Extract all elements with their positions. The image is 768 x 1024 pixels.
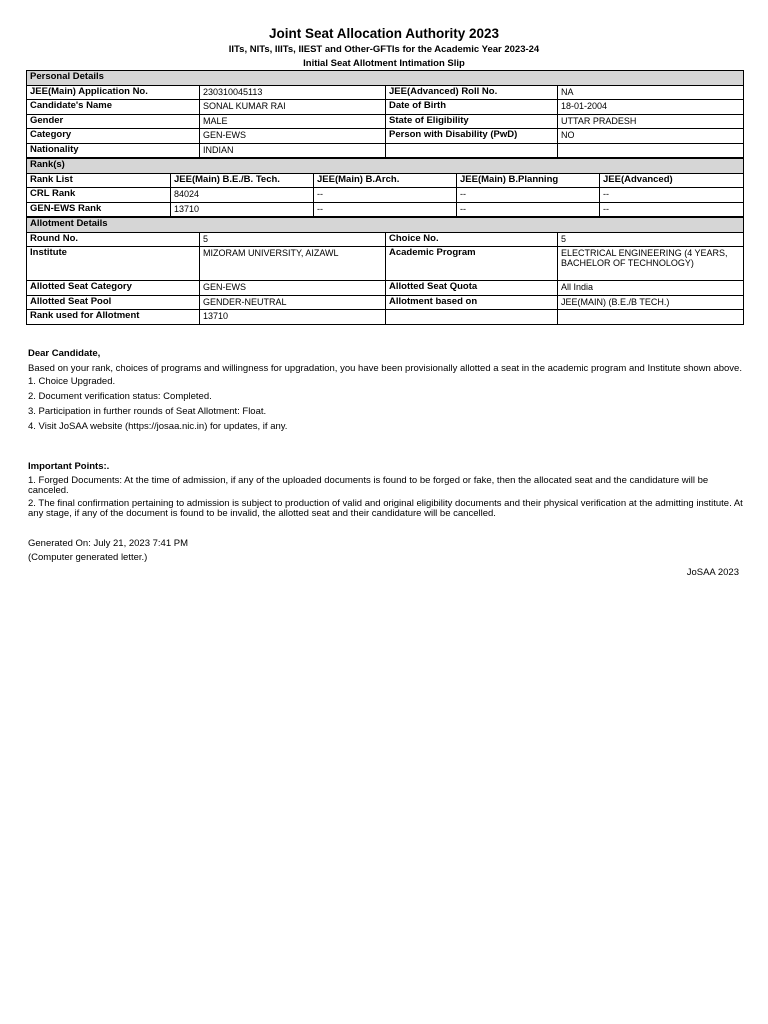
field-label: Academic Program [386,247,558,281]
field-value: GENDER-NEUTRAL [200,295,386,310]
field-label: JEE(Advanced) Roll No. [386,85,558,100]
list-item: 3. Participation in further rounds of Seat Allotment: Float. [28,406,267,417]
field-value: UTTAR PRADESH [558,114,744,129]
table-row [27,188,744,203]
table-row [27,247,744,281]
table-header-row [27,173,744,188]
field-label: Nationality [27,143,200,158]
rank-value: -- [600,202,744,217]
field-label: Choice No. [386,232,558,247]
field-value: NA [558,85,744,100]
table-row [27,232,744,247]
column-header: JEE(Advanced) [600,173,744,188]
greeting: Dear Candidate, [28,348,101,359]
table-row [27,310,744,325]
field-label: Institute [27,247,200,281]
intro-block [28,364,743,432]
rank-value: -- [457,202,600,217]
list-item: 1. Choice Upgraded. [28,376,116,387]
table-row [27,295,744,310]
field-value: 5 [200,232,386,247]
field-value: NO [558,129,744,144]
field-label: JEE(Main) Application No. [27,85,200,100]
list-item: 4. Visit JoSAA website (https://josaa.nic.in) for updates, if any. [28,421,288,432]
field-label: Allotment based on [386,295,558,310]
important-points-heading: Important Points:. [28,461,110,472]
column-header: JEE(Main) B.Planning [457,173,600,188]
table-row [27,143,744,158]
table-row [27,129,744,144]
field-value: 5 [558,232,744,247]
list-item: 1. Forged Documents: At the time of admission, if any of the uploaded documents is found to be forged or fake, then the allocated seat and the candidature will be canceled. [28,475,709,496]
rank-value: 84024 [171,188,314,203]
field-value [558,310,744,325]
page-title: Joint Seat Allocation Authority 2023 [268,26,500,41]
field-label: Allotted Seat Pool [27,295,200,310]
field-value: ELECTRICAL ENGINEERING (4 YEARS, BACHELOR OF TECHNOLOGY) [558,247,744,281]
field-label: Date of Birth [386,100,558,115]
column-header: Rank List [27,173,171,188]
field-label: Round No. [27,232,200,247]
field-label [386,143,558,158]
field-label: Allotted Seat Quota [386,281,558,296]
field-label: Candidate's Name [27,100,200,115]
ranks-heading: Rank(s) [27,159,744,174]
rank-value: -- [600,188,744,203]
field-label: Category [27,129,200,144]
allotment-details-heading: Allotment Details [27,218,744,233]
rank-value: 13710 [171,202,314,217]
page-subtitle: IITs, NITs, IIITs, IIEST and Other-GFTIs for the Academic Year 2023-24 [228,44,540,55]
rank-value: -- [457,188,600,203]
column-header: JEE(Main) B.E./B. Tech. [171,173,314,188]
field-label: Allotted Seat Category [27,281,200,296]
table-row [27,281,744,296]
rank-value: -- [314,202,457,217]
field-label [386,310,558,325]
allotment-details-table [26,217,744,325]
field-value: JEE(MAIN) (B.E./B TECH.) [558,295,744,310]
field-value: 230310045113 [200,85,386,100]
computer-generated-note: (Computer generated letter.) [28,552,148,563]
slip-title: Initial Seat Allotment Intimation Slip [303,58,465,69]
field-value: MIZORAM UNIVERSITY, AIZAWL [200,247,386,281]
column-header: JEE(Main) B.Arch. [314,173,457,188]
intro-paragraph: Based on your rank, choices of programs and willingness for upgradation, you have been provisionally allotted a seat in the academic program and Institute shown above. [28,363,742,374]
table-row [27,85,744,100]
rank-label: GEN-EWS Rank [27,202,171,217]
table-row [27,100,744,115]
field-value: SONAL KUMAR RAI [200,100,386,115]
personal-details-heading: Personal Details [27,71,744,86]
field-value: GEN-EWS [200,129,386,144]
rank-label: CRL Rank [27,188,171,203]
field-value: INDIAN [200,143,386,158]
ranks-table [26,158,744,217]
field-value: 18-01-2004 [558,100,744,115]
field-value: 13710 [200,310,386,325]
field-label: State of Eligibility [386,114,558,129]
field-value: GEN-EWS [200,281,386,296]
footer-josaa: JoSAA 2023 [686,567,739,578]
personal-details-table [26,70,744,158]
list-item: 2. The final confirmation pertaining to admission is subject to production of valid and original eligibility documents and their physical verification at the admitting institute. At any stage, if any of the document is found to be invalid, the allotted seat and their candidature will be cancelled. [28,498,743,519]
field-value: MALE [200,114,386,129]
rank-value: -- [314,188,457,203]
generated-on: Generated On: July 21, 2023 7:41 PM [28,538,189,549]
table-row [27,114,744,129]
table-row [27,202,744,217]
field-value: All India [558,281,744,296]
list-item: 2. Document verification status: Completed. [28,391,212,402]
field-label: Rank used for Allotment [27,310,200,325]
field-label: Gender [27,114,200,129]
field-value [558,143,744,158]
important-points-list [28,476,743,519]
field-label: Person with Disability (PwD) [386,129,558,144]
